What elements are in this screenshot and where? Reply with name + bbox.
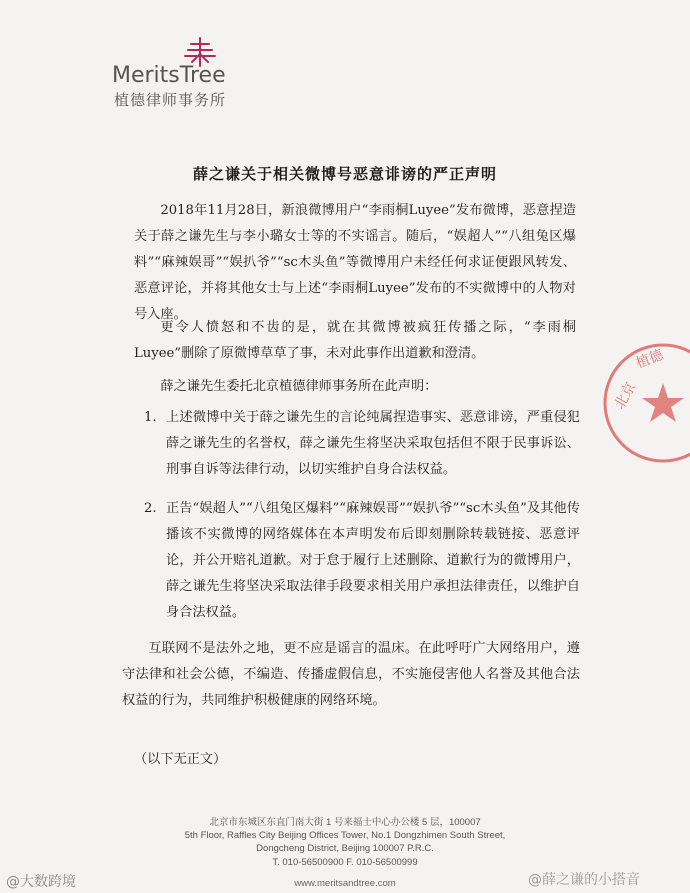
list-item-number: 1. — [144, 410, 157, 425]
red-seal-stamp — [598, 338, 690, 468]
watermark-right: @薛之谦的小搭音 — [528, 872, 640, 888]
logo-wordmark: MeritsTree — [112, 63, 226, 88]
end-of-text: （以下无正文） — [134, 752, 227, 767]
footer-address-en-1: 5th Floor, Raffles City Beijing Offices Tower, No.1 Dongzhimen South Street, — [184, 830, 506, 841]
footer-address-cn: 北京市东城区东直门南大街 1 号来福士中心办公楼 5 层，100007 — [209, 817, 481, 828]
paragraph-1: 2018年11月28日，新浪微博用户“李雨桐Luyee”发布微博，恶意捏造关于薛之谦先生与李小璐女士等的不实谣言。随后，“娱超人”“八组兔区爆料”“麻辣娱哥”“娱扒爷”“sc木头鱼”等微博用户未经任何求证便跟风转发、恶意评论，并将其他女士与上述“李雨桐Luyee”发布的不实微博中的人物对号入座。 — [134, 203, 576, 322]
logo-chinese-name: 植德律师事务所 — [114, 91, 227, 109]
watermark-left: @大数跨境 — [6, 874, 76, 890]
list-item-text: 正告“娱超人”“八组兔区爆料”“麻辣娱哥”“娱扒爷”“sc木头鱼”及其他传播该不实微博的网络媒体在本声明发布后即刻删除转载链接、恶意评论，并公开赔礼道歉。对于怠于履行上述删除、道歉行为的微博用户，薛之谦先生将坚决采取法律手段要求相关用户承担法律责任，以维护自身合法权益。 — [166, 501, 580, 620]
footer-phone-fax: T. 010-56500900 F. 010-56500999 — [272, 857, 418, 868]
statement-title: 薛之谦关于相关微博号恶意诽谤的严正声明 — [192, 165, 497, 183]
list-item-text: 上述微博中关于薛之谦先生的言论纯属捏造事实、恶意诽谤，严重侵犯薛之谦先生的名誉权，薛之谦先生将坚决采取包括但不限于民事诉讼、刑事自诉等法律行动，以切实维护自身合法权益。 — [166, 410, 580, 477]
footer-address-en-2: Dongcheng District, Beijing 100007 P.R.C. — [256, 843, 434, 854]
footer-website: www.meritsandtree.com — [294, 878, 396, 889]
list-item-number: 2. — [144, 501, 157, 516]
paragraph-4: 互联网不是法外之地，更不应是谣言的温床。在此呼吁广大网络用户，遵守法律和社会公德，不编造、传播虚假信息，不实施侵害他人名誉及其他合法权益的行为，共同维护积极健康的网络环境。 — [122, 641, 580, 708]
paragraph-3: 薛之谦先生委托北京植德律师事务所在此声明： — [160, 379, 438, 394]
firm-logo — [112, 36, 242, 109]
svg-text:植德: 植德 — [633, 347, 666, 372]
paragraph-2: 更令人愤怒和不齿的是，就在其微博被疯狂传播之际，“李雨桐Luyee”删除了原微博草草了事，未对此事作出道歉和澄清。 — [134, 320, 576, 361]
svg-text:北京: 北京 — [611, 379, 640, 412]
